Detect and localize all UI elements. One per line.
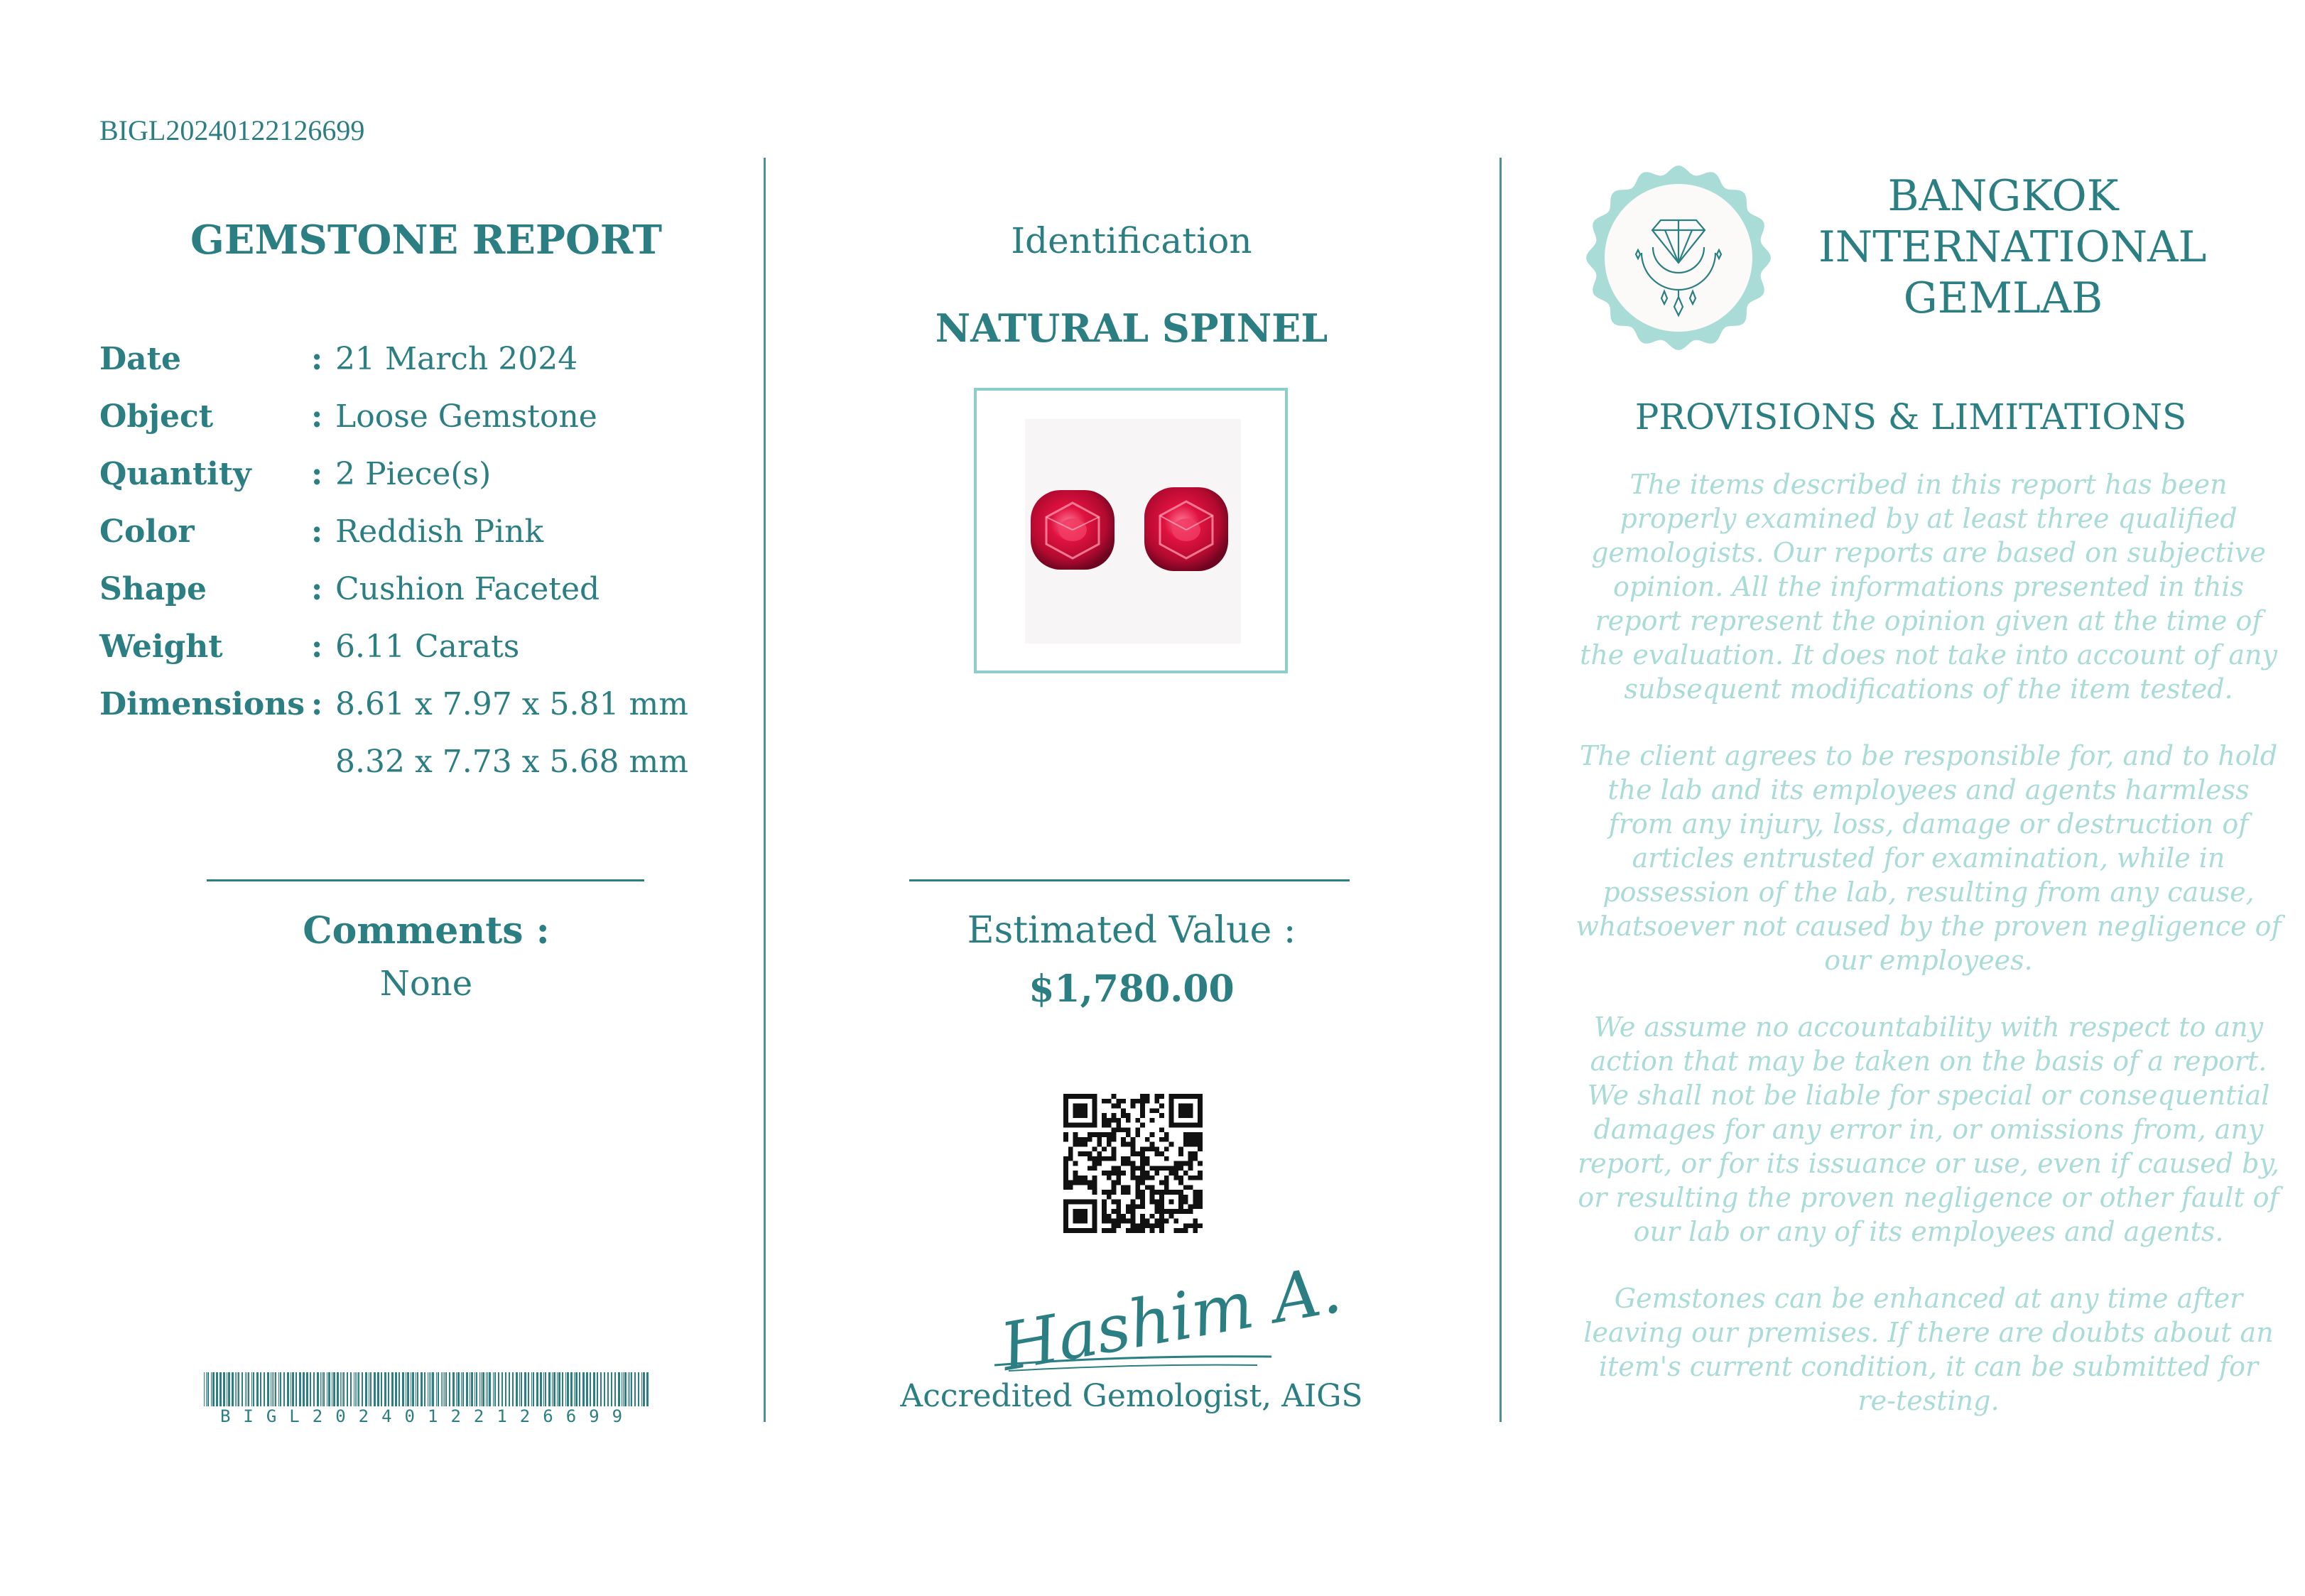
- gem-species: NATURAL SPINEL: [935, 305, 1328, 351]
- field-shape: [99, 571, 739, 628]
- provision-line: from any injury, loss, damage or destruction of: [1608, 808, 2249, 840]
- field-colon: :: [311, 629, 323, 665]
- provision-line: damages for any error in, or omissions from, any: [1593, 1114, 2264, 1145]
- provision-line: action that may be taken on the basis of a report.: [1590, 1046, 2267, 1077]
- column-divider-right: [1499, 158, 1502, 1422]
- estimated-value-label: Estimated Value :: [967, 909, 1296, 952]
- report-number: BIGL20240122126699: [99, 114, 365, 146]
- provision-line: the evaluation. It does not take into account of any: [1580, 639, 2277, 671]
- field-value: 2 Piece(s): [335, 456, 492, 492]
- field-value: 21 March 2024: [335, 341, 578, 377]
- field-quantity: [99, 456, 739, 513]
- barcode-icon: [204, 1372, 651, 1406]
- provision-line: report represent the opinion given at the time of: [1595, 605, 2262, 636]
- lab-name-line: GEMLAB: [1903, 273, 2103, 323]
- provision-line: leaving our premises. If there are doubts about an: [1583, 1317, 2274, 1348]
- spinel-photo: [1025, 419, 1241, 644]
- field-object: [99, 398, 739, 455]
- provision-line: subsequent modifications of the item tested.: [1624, 673, 2233, 705]
- field-colon: :: [311, 686, 323, 722]
- field-label: Date: [99, 341, 181, 377]
- field-label: Object: [99, 398, 214, 435]
- provision-line: possession of the lab, resulting from any cause,: [1602, 876, 2255, 908]
- provision-line: our lab or any of its employees and agents.: [1633, 1216, 2224, 1247]
- center-divider-rule: [909, 879, 1350, 881]
- provision-line: whatsoever not caused by the proven negligence of: [1575, 911, 2282, 942]
- field-colon: :: [311, 514, 323, 550]
- field-weight: [99, 629, 739, 685]
- qr-code-icon: [1063, 1094, 1203, 1233]
- field-dimensions-second: [99, 744, 739, 800]
- field-label: Shape: [99, 571, 207, 607]
- provision-line: We shall not be liable for special or consequential: [1587, 1080, 2270, 1111]
- provision-line: articles entrusted for examination, while in: [1632, 842, 2225, 874]
- provision-line: opinion. All the informations presented in this: [1612, 571, 2245, 602]
- report-title: GEMSTONE REPORT: [190, 217, 663, 264]
- provision-line: gemologists. Our reports are based on subjective: [1591, 537, 2266, 568]
- gem-left: [1031, 490, 1114, 570]
- lab-name-line: BANGKOK: [1887, 171, 2119, 221]
- lab-name: [1818, 170, 2207, 324]
- signature-caption: Accredited Gemologist, AIGS: [900, 1378, 1363, 1414]
- field-dimensions: [99, 686, 739, 743]
- provisions-title: PROVISIONS & LIMITATIONS: [1634, 396, 2187, 438]
- field-value: Cushion Faceted: [335, 571, 600, 607]
- field-colon: :: [311, 398, 323, 435]
- provisions-paragraph-1: [1552, 467, 2305, 706]
- provision-line: our employees.: [1824, 945, 2033, 976]
- field-colon: :: [311, 571, 323, 607]
- field-colon: :: [311, 456, 323, 492]
- field-colon: :: [311, 341, 323, 377]
- lab-seal-icon: [1585, 165, 1772, 351]
- provision-line: re-testing.: [1857, 1385, 2000, 1416]
- field-date: [99, 341, 739, 398]
- provisions-paragraph-2: [1552, 739, 2305, 977]
- provisions-paragraph-4: [1552, 1281, 2305, 1418]
- signature-image: [980, 1251, 1347, 1386]
- field-value: Reddish Pink: [335, 514, 544, 550]
- barcode-number: BIGL20240122126699: [219, 1406, 636, 1426]
- signature-script: Hashim A.: [995, 1251, 1347, 1386]
- provision-line: report, or for its issuance or use, even if caused by,: [1577, 1148, 2280, 1179]
- field-value: Loose Gemstone: [335, 398, 597, 435]
- field-value: 8.61 x 7.97 x 5.81 mm: [335, 686, 688, 722]
- provision-line: The items described in this report has been: [1629, 469, 2228, 500]
- field-label: Quantity: [99, 456, 251, 492]
- field-color: [99, 514, 739, 570]
- comments-value: None: [379, 964, 473, 1004]
- field-value: 8.32 x 7.73 x 5.68 mm: [335, 744, 688, 780]
- lab-name-line: INTERNATIONAL: [1818, 222, 2207, 272]
- field-label: Dimensions: [99, 686, 305, 722]
- provision-line: We assume no accountability with respect to any: [1593, 1011, 2264, 1043]
- provision-line: The client agrees to be responsible for, and to hold: [1579, 740, 2278, 771]
- comments-label: Comments :: [303, 909, 550, 952]
- provisions-paragraph-3: [1552, 1010, 2305, 1249]
- identification-label: Identification: [1011, 220, 1252, 261]
- provision-line: item's current condition, it can be submitted for: [1598, 1351, 2259, 1382]
- provision-line: properly examined by at least three qualified: [1620, 503, 2238, 534]
- field-label: Weight: [99, 629, 223, 665]
- field-value: 6.11 Carats: [335, 629, 520, 665]
- gem-right: [1144, 487, 1228, 571]
- estimated-value: $1,780.00: [1029, 967, 1235, 1011]
- provision-line: Gemstones can be enhanced at any time after: [1614, 1283, 2243, 1314]
- field-label: Color: [99, 514, 195, 550]
- left-divider-rule: [207, 879, 644, 881]
- provision-line: the lab and its employees and agents harmless: [1607, 774, 2250, 805]
- provision-line: or resulting the proven negligence or other fault of: [1578, 1182, 2279, 1213]
